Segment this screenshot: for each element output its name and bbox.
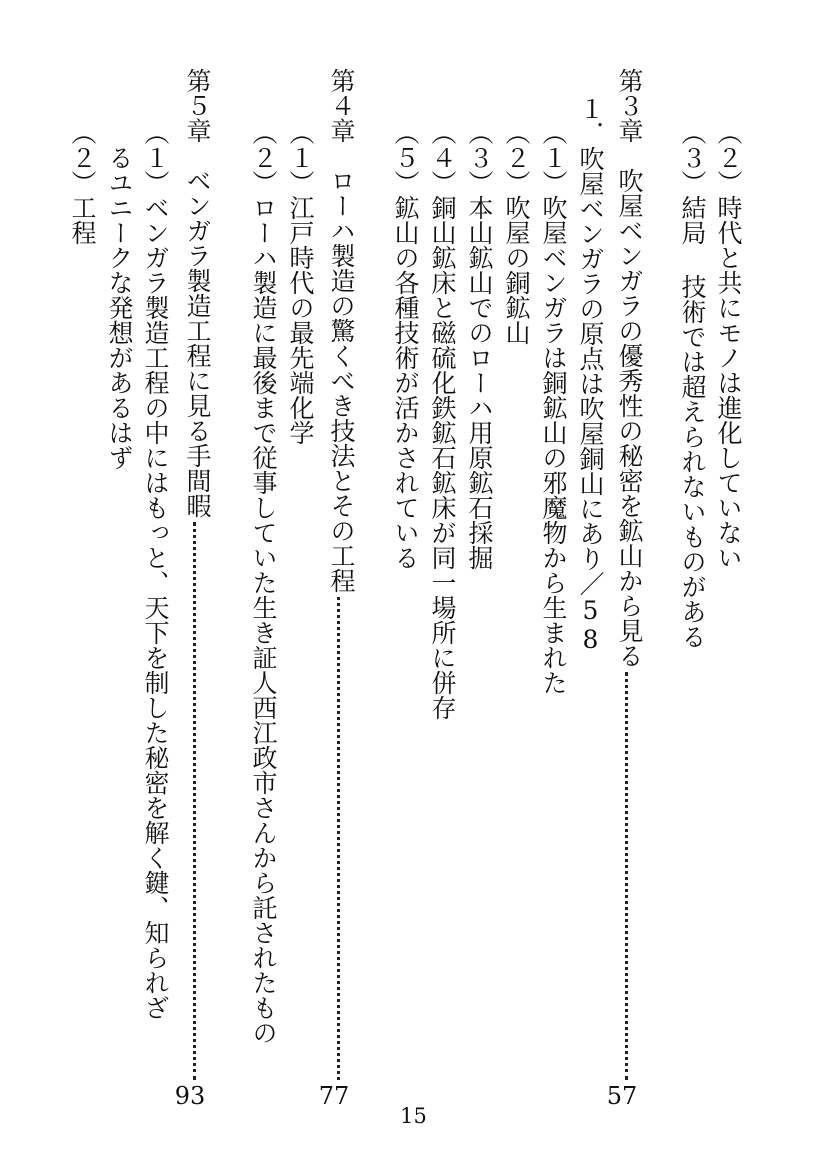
toc-item: （２）工程 <box>68 120 97 245</box>
toc-item: （２）時代と共にモノは進化していない <box>714 120 743 570</box>
page-number: 15 <box>400 1104 427 1128</box>
chapter-heading <box>606 68 644 1110</box>
toc-item: （４）銅山鉱床と磁硫化鉄鉱石鉱床が同一場所に併存 <box>428 120 457 720</box>
toc-item: （５）鉱山の各種技術が活かされている <box>391 120 420 570</box>
toc-item: （３）本山鉱山でのローハ用原鉱石採掘 <box>465 120 494 570</box>
toc-item: （１）吹屋ベンガラは銅鉱山の邪魔物から生まれた <box>539 120 568 695</box>
chapter-title: 第４章 ローハ製造の驚くべき技法とその工程 <box>327 68 356 593</box>
toc-section: １．吹屋ベンガラの原点は吹屋銅山にあり／58 <box>576 96 605 654</box>
toc-item-continued: るユニークな発想があるはず <box>105 145 134 470</box>
toc-item: （１）江戸時代の最先端化学 <box>286 120 315 445</box>
toc-item: （２）吹屋の銅鉱山 <box>502 120 531 345</box>
toc-item: （３）結局 技術では超えられないものがある <box>678 120 707 649</box>
leader-dots <box>337 597 340 1080</box>
chapter-title: 第５章 ベンガラ製造工程に見る手間暇 <box>183 68 212 518</box>
toc-item: （２）ローハ製造に最後まで従事していた生き証人西江政市さんから託されたもの <box>249 120 278 1045</box>
chapter-heading <box>174 68 212 1110</box>
page-ref: 57 <box>606 1082 638 1110</box>
leader-dots <box>193 522 196 1080</box>
chapter-heading <box>318 68 356 1110</box>
page-ref: 93 <box>174 1082 206 1110</box>
toc-item: （１）ベンガラ製造工程の中にはもっと、天下を制した秘密を解く鍵、知られざ <box>141 120 170 1020</box>
leader-dots <box>625 672 628 1080</box>
page-ref: 77 <box>318 1082 350 1110</box>
chapter-title: 第３章 吹屋ベンガラの優秀性の秘密を鉱山から見る <box>615 68 644 668</box>
